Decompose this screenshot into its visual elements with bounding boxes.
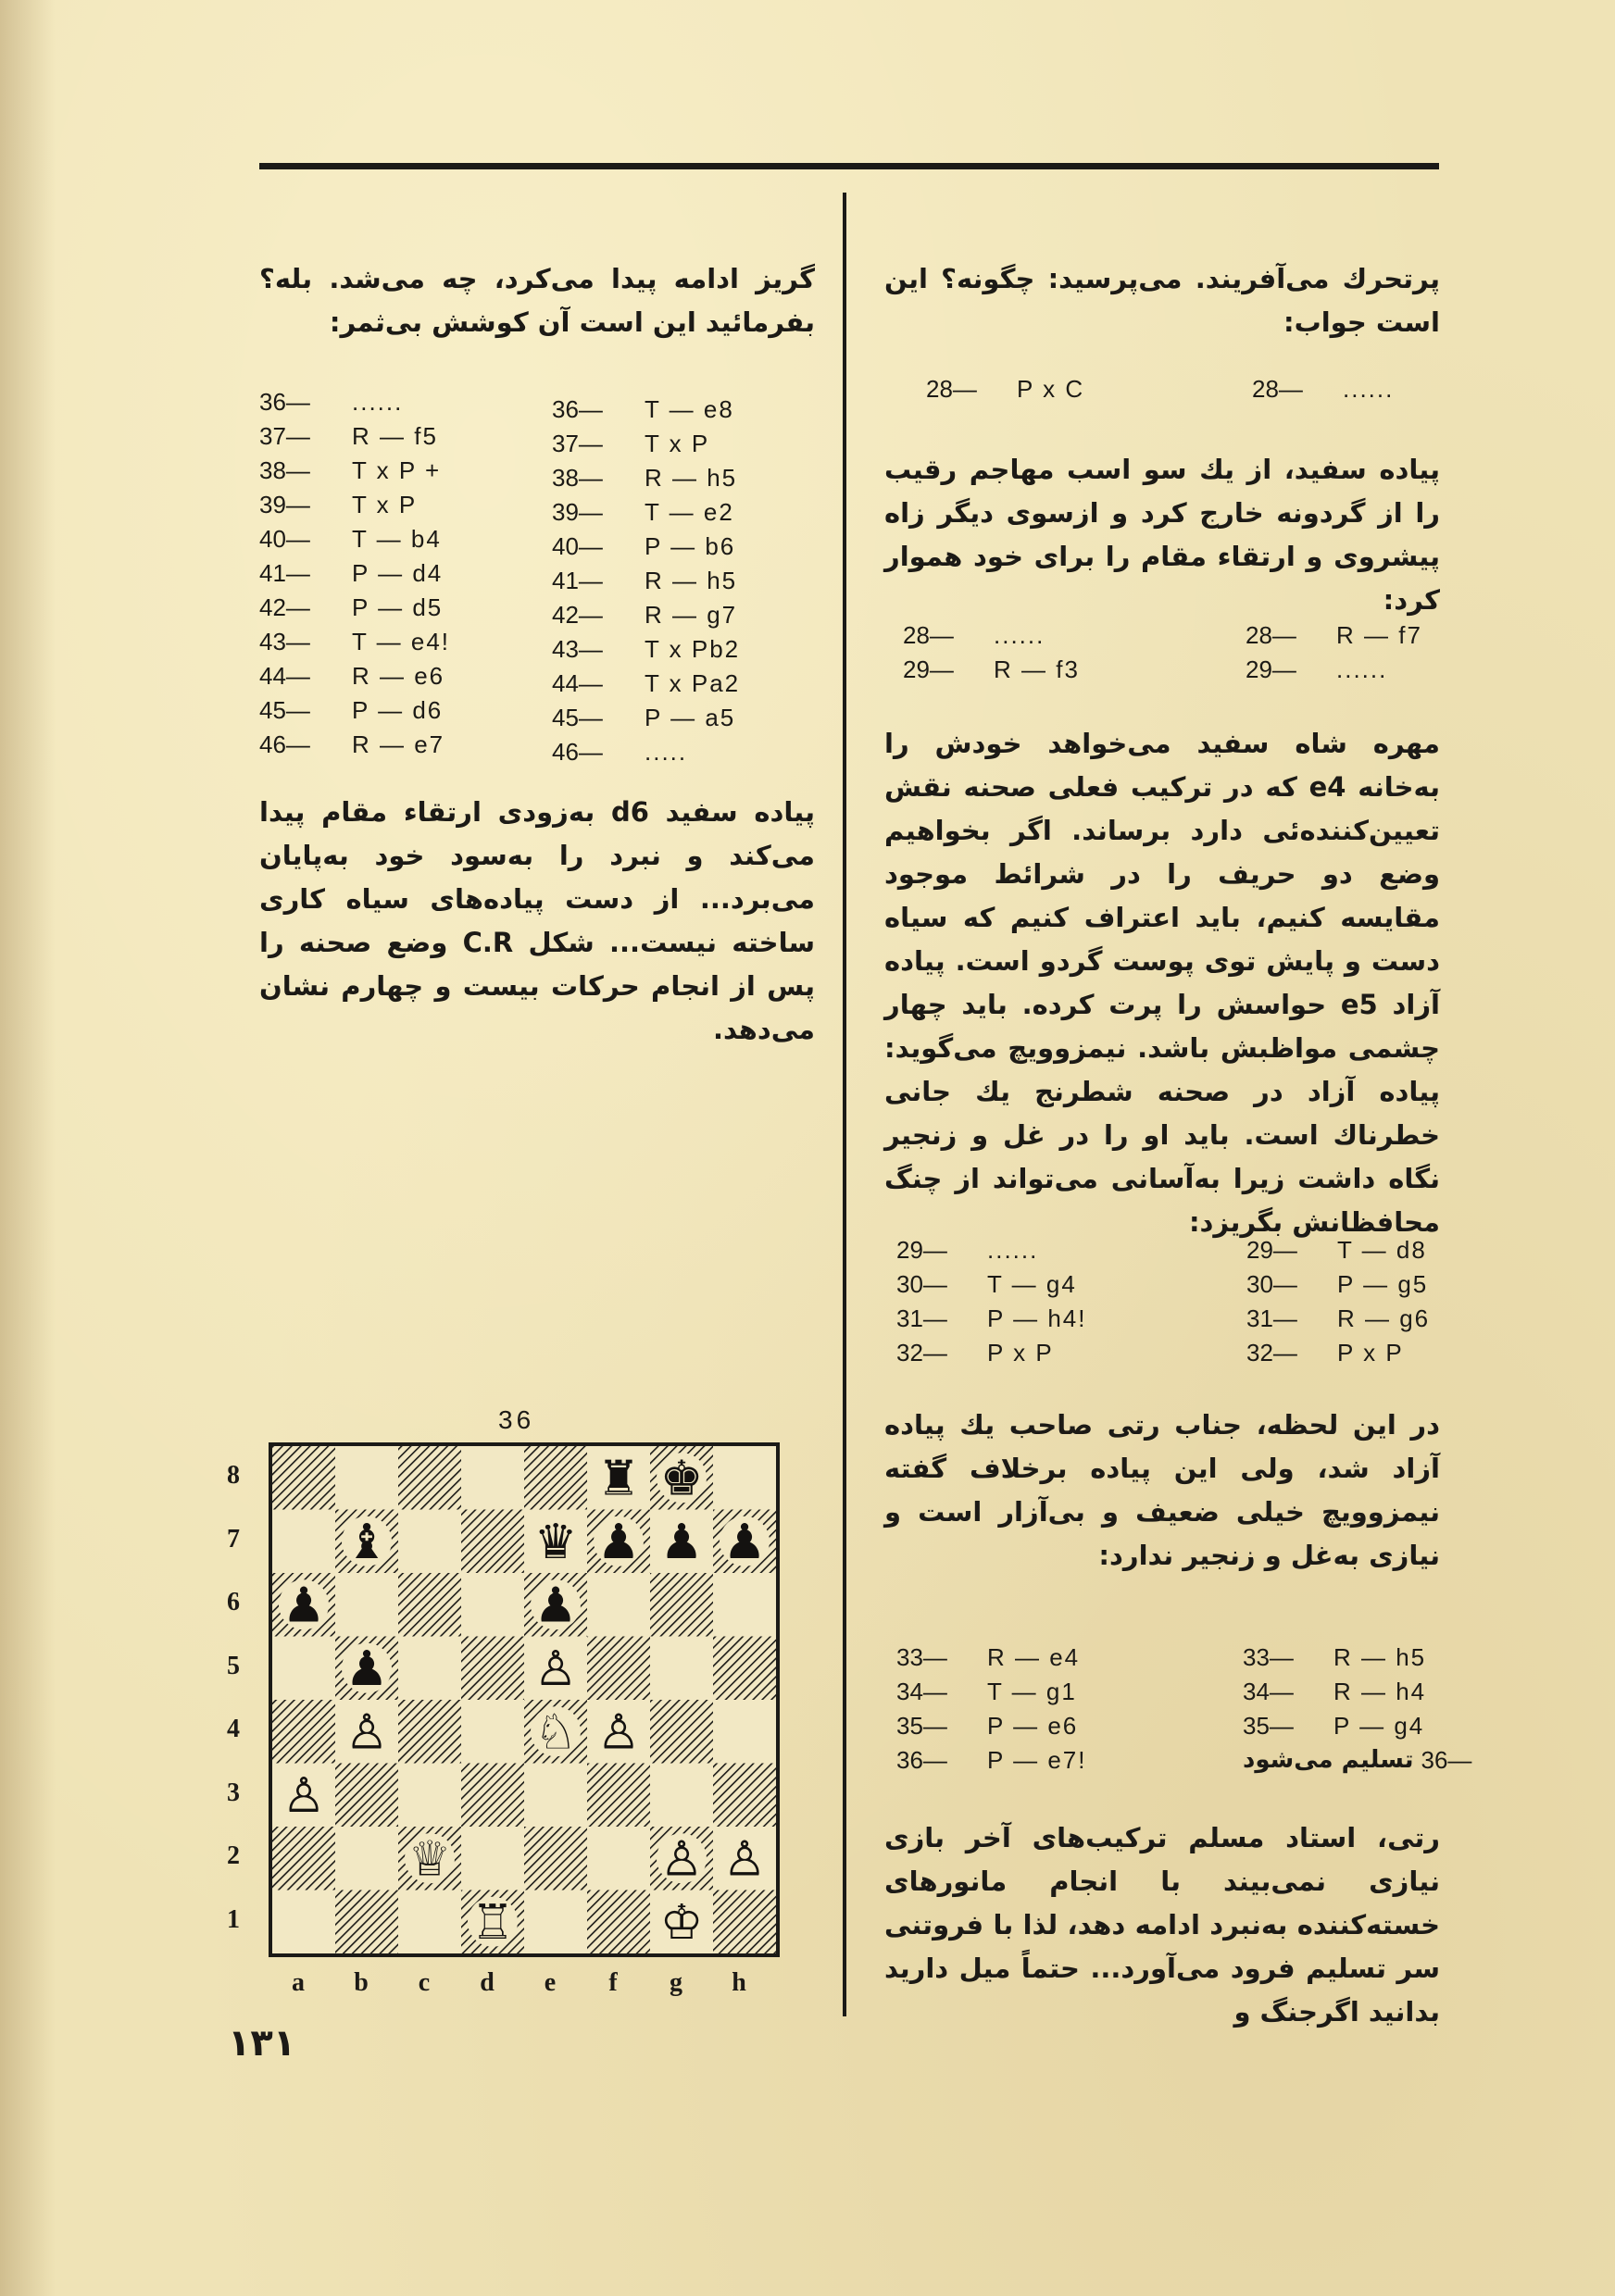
move-number: 31—	[896, 1304, 947, 1332]
move-number: 33—	[896, 1643, 947, 1671]
file-label: a	[292, 1968, 305, 1997]
left-moves-black	[259, 385, 450, 762]
move-number: 44—	[259, 662, 310, 690]
rank-label: 8	[227, 1461, 240, 1490]
move-text: T — e2	[645, 498, 734, 526]
move-row	[903, 618, 1422, 653]
board-square-f1	[587, 1890, 650, 1954]
board-square-b1	[335, 1890, 398, 1954]
move-text: ......	[987, 1236, 1039, 1264]
move-row	[552, 735, 740, 769]
chess-piece-white-f4: ♙	[596, 1704, 641, 1761]
board-square-a5	[272, 1637, 335, 1701]
move-number: 37—	[259, 422, 310, 450]
move-text: R — g6	[1337, 1304, 1431, 1332]
rank-label: 4	[227, 1715, 240, 1743]
chess-board	[269, 1442, 780, 1957]
diagram-title: 36	[498, 1405, 535, 1434]
move-text: T x P +	[352, 456, 442, 484]
chess-piece-white-e4: ♘	[533, 1704, 578, 1761]
right-paragraph-4: در این لحظه، جناب رتی صاحب یك پیاده آزاد شد، ولی این پیاده برخلاف گفته نیمزوویچ خیلی ضعیف و بی‌آزار است و نیازی به‌غل و زنجیر ندارد:	[884, 1409, 1440, 1571]
move-text: P x C	[1017, 375, 1085, 403]
board-square-f3	[587, 1764, 650, 1828]
board-square-f6	[587, 1573, 650, 1637]
move-number: 30—	[1246, 1270, 1297, 1298]
move-text: T — g4	[987, 1270, 1077, 1298]
move-row	[552, 667, 740, 701]
move-row	[259, 693, 450, 728]
move-text: P x P	[1337, 1339, 1404, 1366]
chess-piece-black-b7: ♝	[344, 1514, 389, 1570]
move-number: 30—	[896, 1270, 947, 1298]
left-moves-white	[552, 393, 740, 769]
move-text: T x P	[645, 430, 710, 457]
chess-piece-black-b5: ♟	[344, 1641, 389, 1697]
move-text: P — d5	[352, 593, 444, 621]
move-number: 36—	[259, 388, 310, 416]
board-square-d2	[461, 1827, 524, 1890]
board-square-e1	[524, 1890, 587, 1954]
move-row	[259, 488, 450, 522]
move-number: 45—	[552, 704, 603, 731]
move-text: R — f5	[352, 422, 438, 450]
board-square-h5	[713, 1637, 776, 1701]
file-label: b	[354, 1968, 369, 1997]
file-label: c	[418, 1968, 431, 1997]
board-square-d8	[461, 1446, 524, 1510]
move-number: 45—	[259, 696, 310, 724]
move-number: 36—	[896, 1746, 947, 1774]
move-number: 29—	[1246, 655, 1296, 683]
move-number: 46—	[552, 738, 603, 766]
move-number: 28—	[926, 375, 977, 403]
right-moves-2	[903, 618, 1422, 687]
board-square-f2	[587, 1827, 650, 1890]
board-square-c8	[398, 1446, 461, 1510]
board-square-g5	[650, 1637, 713, 1701]
move-row	[259, 454, 450, 488]
file-label: d	[480, 1968, 495, 1997]
chess-piece-white-h2: ♙	[722, 1831, 767, 1888]
move-text: T — e8	[645, 395, 734, 423]
move-row	[896, 1267, 1430, 1302]
board-square-d7	[461, 1510, 524, 1574]
move-row	[259, 591, 450, 625]
move-row	[552, 564, 740, 598]
chess-piece-white-d1: ♖	[470, 1894, 515, 1951]
right-paragraph-2: پیاده سفید، از یك سو اسب مهاجم رقیب را از گردونه خارج کرد و ازسوی دیگر زاه پیشروی و ارتقاء مقام را برای خود هموار کرد:	[884, 454, 1440, 616]
move-text: T — e4!	[352, 628, 451, 655]
move-text: P — e7!	[987, 1746, 1087, 1774]
board-square-b3	[335, 1764, 398, 1828]
right-paragraph-1: پرتحرك می‌آفریند. می‌پرسید: چگونه؟ این است جواب:	[884, 263, 1440, 338]
move-text: R — h5	[1333, 1643, 1427, 1671]
board-square-g4	[650, 1700, 713, 1764]
file-label: e	[544, 1968, 557, 1997]
chess-piece-white-b4: ♙	[344, 1704, 389, 1761]
board-square-c5	[398, 1637, 461, 1701]
move-text: P — a5	[645, 704, 736, 731]
chess-piece-black-a6: ♟	[282, 1578, 326, 1634]
right-moves-4	[896, 1641, 1471, 1778]
page-number: ۱۳۱	[228, 2022, 296, 2065]
move-text: P — b6	[645, 532, 736, 560]
board-square-c1	[398, 1890, 461, 1954]
move-row	[552, 598, 740, 632]
move-number: 28—	[1252, 375, 1303, 403]
rank-label: 2	[227, 1841, 240, 1870]
move-text: T x P	[352, 491, 418, 518]
rank-label: 7	[227, 1524, 240, 1554]
move-number: 35—	[896, 1712, 947, 1740]
board-square-g3	[650, 1764, 713, 1828]
move-text: R — e7	[352, 730, 445, 758]
move-number: 35—	[1243, 1712, 1294, 1740]
board-square-b6	[335, 1573, 398, 1637]
board-square-g6	[650, 1573, 713, 1637]
move-text: T — g1	[987, 1678, 1077, 1705]
move-number: 33—	[1243, 1643, 1294, 1671]
move-number: 40—	[552, 532, 603, 560]
move-row	[259, 385, 450, 419]
right-paragraph-3: مهره شاه سفید می‌خواهد خودش را به‌خانه e4 که در ترکیب فعلی صحنه نقش تعیین‌کننده‌ئی دارد برساند. اگر بخواهیم وضع دو حریف را در شرائط موجود مقایسه کنیم، باید اعتراف کنیم که سیاه دست و پایش توی پوست گردو است. پیاده آزاد e5 حواسش را پرت کرده. باید چهار چشمی مواظبش باشد. نیمزوویچ می‌گوید: پیاده آزاد در صحنه شطرنج یك جانی خطرناك است. باید او را در غل و زنجیر نگاه داشت زیرا به‌آسانی می‌تواند از چنگ محافظانش بگریزد:	[884, 728, 1440, 1238]
move-text: P — e6	[987, 1712, 1079, 1740]
move-text: R — f7	[1336, 621, 1422, 649]
file-label: h	[732, 1968, 746, 1997]
move-number: 29—	[896, 1236, 947, 1264]
move-row	[896, 1302, 1430, 1336]
board-square-a7	[272, 1510, 335, 1574]
move-number: 40—	[259, 525, 310, 553]
move-row	[552, 632, 740, 667]
move-text: R — e4	[987, 1643, 1081, 1671]
board-square-b2	[335, 1827, 398, 1890]
right-moves-1	[926, 372, 1394, 406]
move-number: 32—	[1246, 1339, 1297, 1366]
move-row	[896, 1675, 1471, 1709]
board-square-f5	[587, 1637, 650, 1701]
chess-piece-white-a3: ♙	[282, 1767, 326, 1824]
board-square-h3	[713, 1764, 776, 1828]
move-number: 31—	[1246, 1304, 1297, 1332]
move-row	[896, 1743, 1471, 1778]
move-text: T x Pb2	[645, 635, 741, 663]
board-square-e2	[524, 1827, 587, 1890]
move-number: 36—	[552, 395, 603, 423]
chess-piece-white-g2: ♙	[659, 1831, 704, 1888]
right-paragraph-5: رتی، استاد مسلم ترکیب‌های آخر بازی نیازی نمی‌بیند با انجام مانورهای خسته‌کننده به‌نبرد ادامه دهد، لذا با فروتنی سر تسلیم فرود می‌آورد... حتماً میل دارید بدانید اگرجنگ و	[884, 1822, 1440, 2028]
chess-piece-black-f7: ♟	[596, 1514, 641, 1570]
move-text: P — g4	[1333, 1712, 1425, 1740]
move-number: 38—	[259, 456, 310, 484]
move-number: 44—	[552, 669, 603, 697]
move-text: P — d6	[352, 696, 444, 724]
move-text: ......	[1336, 655, 1388, 683]
chess-piece-black-g8: ♚	[659, 1451, 704, 1507]
rank-label: 1	[227, 1904, 240, 1934]
chess-piece-white-c2: ♕	[407, 1831, 452, 1888]
move-text: T — b4	[352, 525, 442, 553]
move-number: 36—	[1421, 1746, 1472, 1774]
move-text: P — d4	[352, 559, 444, 587]
board-square-e3	[524, 1764, 587, 1828]
file-label: f	[608, 1968, 618, 1997]
move-text: ......	[352, 388, 404, 416]
move-number: 34—	[1243, 1678, 1294, 1705]
move-row	[903, 653, 1422, 687]
move-text: T x Pa2	[645, 669, 741, 697]
board-square-a8	[272, 1446, 335, 1510]
move-row	[259, 419, 450, 454]
move-number: 43—	[552, 635, 603, 663]
move-text: .....	[645, 738, 688, 766]
board-square-h1	[713, 1890, 776, 1954]
board-square-e8	[524, 1446, 587, 1510]
move-number: 28—	[1246, 621, 1296, 649]
chess-piece-white-g1: ♔	[659, 1894, 704, 1951]
move-row	[552, 427, 740, 461]
board-square-c3	[398, 1764, 461, 1828]
board-square-a4	[272, 1700, 335, 1764]
move-text: ......	[1343, 375, 1395, 403]
file-label: g	[670, 1968, 682, 1997]
move-number: 39—	[259, 491, 310, 518]
page-edge-shadow	[0, 0, 56, 2296]
chess-piece-black-f8: ♜	[596, 1451, 641, 1507]
move-text: R — g7	[645, 601, 738, 629]
move-number: 46—	[259, 730, 310, 758]
move-number: 42—	[259, 593, 310, 621]
move-row	[259, 522, 450, 556]
move-text: T — d8	[1337, 1236, 1427, 1264]
board-square-h4	[713, 1700, 776, 1764]
move-number: 38—	[552, 464, 603, 492]
right-moves-3	[896, 1233, 1430, 1370]
move-text: ......	[994, 621, 1045, 649]
move-row	[896, 1233, 1430, 1267]
move-number: 29—	[903, 655, 954, 683]
rank-label: 6	[227, 1588, 240, 1616]
top-rule	[259, 163, 1439, 169]
board-square-d3	[461, 1764, 524, 1828]
board-square-c6	[398, 1573, 461, 1637]
chess-piece-white-e5: ♙	[533, 1641, 578, 1697]
resign-text: تسلیم می‌شود	[1243, 1746, 1414, 1774]
chess-piece-black-h7: ♟	[722, 1514, 767, 1570]
chess-piece-black-e7: ♛	[533, 1514, 578, 1570]
board-square-c7	[398, 1510, 461, 1574]
move-row	[552, 495, 740, 530]
move-number: 43—	[259, 628, 310, 655]
move-row	[259, 556, 450, 591]
column-rule	[843, 193, 846, 2016]
move-number: 28—	[903, 621, 954, 649]
move-row	[552, 701, 740, 735]
board-square-h8	[713, 1446, 776, 1510]
move-text: R — h4	[1333, 1678, 1427, 1705]
move-row	[896, 1709, 1471, 1743]
move-number: 42—	[552, 601, 603, 629]
move-row	[552, 393, 740, 427]
move-number: 37—	[552, 430, 603, 457]
board-square-h6	[713, 1573, 776, 1637]
chess-piece-black-e6: ♟	[533, 1578, 578, 1634]
move-text: R — h5	[645, 567, 738, 594]
board-square-d6	[461, 1573, 524, 1637]
move-text: P x P	[987, 1339, 1054, 1366]
rank-label: 3	[227, 1778, 240, 1807]
move-text: R — e6	[352, 662, 445, 690]
move-row	[259, 659, 450, 693]
move-row	[926, 372, 1394, 406]
board-square-c4	[398, 1700, 461, 1764]
board-square-a2	[272, 1827, 335, 1890]
move-row	[552, 461, 740, 495]
move-row	[896, 1336, 1430, 1370]
chess-piece-black-g7: ♟	[659, 1514, 704, 1570]
move-row	[259, 728, 450, 762]
move-number: 34—	[896, 1678, 947, 1705]
board-square-b8	[335, 1446, 398, 1510]
move-row	[259, 625, 450, 659]
left-paragraph-1: گریز ادامه پیدا می‌کرد، چه می‌شد. بله؟ بفرمائید این است آن کوشش بی‌ثمر:	[259, 263, 815, 338]
move-number: 41—	[259, 559, 310, 587]
move-number: 41—	[552, 567, 603, 594]
move-number: 32—	[896, 1339, 947, 1366]
board-square-a1	[272, 1890, 335, 1954]
move-row	[552, 530, 740, 564]
move-text: P — h4!	[987, 1304, 1087, 1332]
move-text: R — h5	[645, 464, 738, 492]
move-row	[896, 1641, 1471, 1675]
board-square-d5	[461, 1637, 524, 1701]
board-square-d4	[461, 1700, 524, 1764]
move-text: P — g5	[1337, 1270, 1429, 1298]
rank-label: 5	[227, 1651, 240, 1680]
move-number: 39—	[552, 498, 603, 526]
move-number: 29—	[1246, 1236, 1297, 1264]
left-paragraph-2: پیاده سفید d6 به‌زودی ارتقاء مقام پیدا می‌کند و نبرد را به‌سود خود به‌پایان می‌برد... از دست پیاده‌های سیاه کاری ساخته نیست... شکل C.R وضع صحنه را پس از انجام حرکات بیست و چهارم نشان می‌دهد.	[259, 796, 815, 1045]
move-text: R — f3	[994, 655, 1080, 683]
